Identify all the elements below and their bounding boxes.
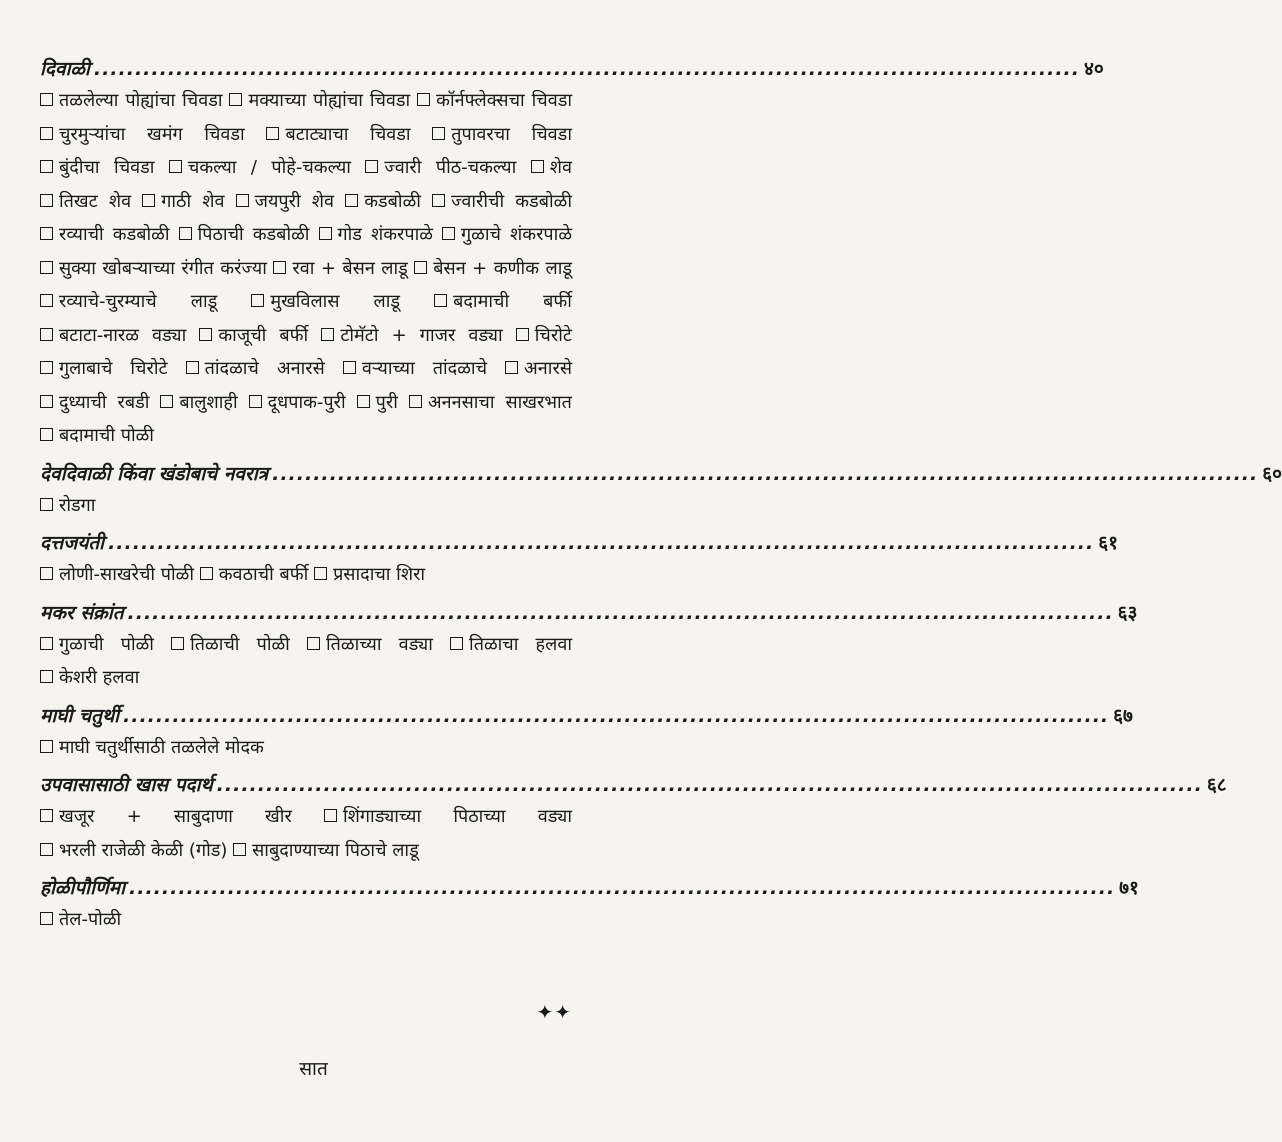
checkbox-square-icon: [417, 93, 430, 106]
section-heading: [40, 701, 1133, 731]
recipe-label: तिखट शेव: [59, 190, 132, 212]
checkbox-square-icon: [314, 567, 327, 580]
checkbox-square-icon: [321, 328, 334, 341]
checkbox-square-icon: [307, 637, 320, 650]
checkbox-square-icon: [531, 160, 544, 173]
dot-leader: ........................................................................................................................: [123, 704, 1110, 727]
dot-leader: ........................................................................................................................: [93, 58, 1080, 80]
checkbox-square-icon: [40, 809, 53, 822]
recipe-label: अननसाचा साखरभात: [427, 391, 572, 413]
recipe-list: [40, 84, 572, 453]
checkbox-square-icon: [40, 843, 53, 856]
recipe-label: शेव: [549, 157, 572, 178]
recipe-item: [273, 258, 407, 279]
recipe-item: [505, 358, 572, 379]
recipe-label: चकल्या / पोहे-चकल्या: [187, 157, 351, 178]
section-page-number: ७१: [1119, 877, 1139, 899]
recipe-list: [40, 558, 572, 592]
recipe-item: [40, 392, 149, 413]
recipe-item: [40, 258, 267, 279]
recipe-list: [40, 903, 572, 937]
recipe-item: [343, 358, 487, 379]
checkbox-square-icon: [40, 361, 53, 374]
checkbox-square-icon: [249, 395, 262, 408]
recipe-item: [450, 634, 572, 655]
recipe-label: तिळाचा हलवा: [469, 633, 572, 655]
recipe-label: कडबोळी: [364, 190, 421, 212]
checkbox-square-icon: [40, 160, 53, 173]
checkbox-square-icon: [40, 912, 53, 925]
recipe-item: [516, 325, 572, 346]
checkbox-square-icon: [40, 194, 53, 207]
dot-leader: ........................................................................................................................: [216, 774, 1203, 796]
recipe-label: बुंदीचा चिवडा: [59, 157, 155, 178]
ornament-icon: ✦✦: [536, 1000, 572, 1024]
recipe-item: [40, 909, 121, 930]
recipe-label: कवठाची बर्फी: [218, 564, 309, 585]
checkbox-square-icon: [200, 567, 213, 580]
recipe-item: [314, 564, 425, 585]
recipe-label: गोड शंकरपाळे: [337, 224, 433, 245]
checkbox-square-icon: [40, 127, 53, 140]
checkbox-square-icon: [171, 637, 184, 650]
section-heading: [40, 873, 1139, 903]
checkbox-square-icon: [273, 261, 286, 274]
checkbox-square-icon: [40, 637, 53, 650]
recipe-item: [251, 291, 400, 312]
recipe-item: [40, 124, 245, 145]
recipe-label: तिळाच्या वड्या: [326, 633, 433, 655]
checkbox-square-icon: [40, 227, 53, 240]
recipe-label: पिठाची कडबोळी: [197, 224, 310, 245]
recipe-item: [199, 325, 308, 346]
checkbox-square-icon: [432, 194, 445, 207]
recipe-item: [40, 191, 131, 212]
checkbox-square-icon: [179, 227, 192, 240]
checkbox-square-icon: [343, 361, 356, 374]
section-page-number: ४०: [1084, 58, 1104, 80]
checkbox-square-icon: [432, 127, 445, 140]
section-title: देवदिवाळी किंवा खंडोबाचे नवरात्र: [40, 462, 269, 485]
checkbox-square-icon: [324, 809, 337, 822]
recipe-item: [432, 124, 572, 145]
recipe-label: पुरी: [375, 391, 398, 413]
recipe-label: भरली राजेळी केळी (गोड): [59, 839, 228, 861]
checkbox-square-icon: [357, 395, 370, 408]
recipe-item: [40, 358, 168, 379]
recipe-item: [307, 634, 433, 655]
recipe-label: रवा + बेसन लाडू: [292, 257, 408, 279]
recipe-item: [40, 291, 217, 312]
recipe-item: [40, 495, 95, 516]
checkbox-square-icon: [450, 637, 463, 650]
recipe-item: [40, 634, 154, 655]
recipe-item: [40, 157, 154, 178]
checkbox-square-icon: [40, 294, 53, 307]
recipe-label: बटाट्याचा चिवडा: [285, 123, 411, 145]
checkbox-square-icon: [266, 127, 279, 140]
section-heading: [40, 770, 1227, 800]
recipe-label: रव्याची कडबोळी: [59, 224, 170, 245]
section-heading: [40, 54, 1104, 84]
recipe-item: [40, 667, 139, 688]
dot-leader: ........................................................................................................................: [127, 601, 1114, 624]
section-title: होळीपौर्णिमा: [40, 877, 126, 899]
checkbox-square-icon: [40, 261, 53, 274]
recipe-label: दुध्याची रबडी: [59, 391, 150, 413]
recipe-label: गाठी शेव: [161, 190, 225, 212]
section-title: दिवाळी: [40, 58, 90, 80]
recipe-label: गुळाची पोळी: [59, 633, 154, 655]
recipe-item: [40, 224, 170, 245]
recipe-label: गुलाबाचे चिरोटे: [59, 358, 168, 379]
recipe-item: [160, 392, 237, 413]
section-title: दत्तजयंती: [40, 532, 105, 554]
section-page-number: ६०: [1262, 462, 1282, 485]
checkbox-square-icon: [142, 194, 155, 207]
recipe-item: [142, 191, 224, 212]
recipe-item: [319, 224, 433, 245]
checkbox-square-icon: [40, 498, 53, 511]
checkbox-square-icon: [186, 361, 199, 374]
recipe-label: तेल-पोळी: [59, 909, 122, 930]
recipe-label: टोमॅटो + गाजर वड्या: [340, 324, 503, 346]
recipe-label: बटाटा-नारळ वड्या: [59, 324, 187, 346]
recipe-item: [40, 737, 264, 758]
section-title: मकर संक्रांत: [40, 601, 124, 624]
recipe-item: [179, 224, 310, 245]
checkbox-square-icon: [236, 194, 249, 207]
checkbox-square-icon: [160, 395, 173, 408]
section-heading: [40, 459, 1282, 489]
recipe-item: [345, 191, 421, 212]
recipe-label: तिळाची पोळी: [190, 633, 290, 655]
checkbox-square-icon: [40, 740, 53, 753]
recipe-label: प्रसादाचा शिरा: [333, 564, 426, 585]
recipe-item: [40, 90, 223, 111]
checkbox-square-icon: [199, 328, 212, 341]
recipe-label: चुरमुऱ्यांचा खमंग चिवडा: [59, 123, 245, 145]
recipe-label: रोडगा: [59, 494, 96, 516]
recipe-label: साबुदाण्याच्या पिठाचे लाडू: [252, 839, 419, 861]
recipe-item: [417, 90, 572, 111]
recipe-item: [40, 425, 154, 446]
recipe-item: [40, 840, 227, 861]
section-heading: [40, 528, 1118, 558]
recipe-label: केशरी हलवा: [59, 667, 140, 688]
recipe-label: बेसन + कणीक लाडू: [433, 257, 572, 279]
recipe-item: [432, 191, 572, 212]
recipe-item: [169, 157, 351, 178]
recipe-label: तळलेल्या पोह्यांचा चिवडा: [59, 90, 223, 111]
recipe-list: [40, 800, 572, 867]
recipe-label: मुखविलास लाडू: [270, 291, 401, 312]
recipe-label: बालुशाही: [179, 391, 238, 413]
checkbox-square-icon: [516, 328, 529, 341]
dot-leader: ........................................................................................................................: [272, 462, 1259, 485]
recipe-label: कॉर्नफ्लेक्सचा चिवडा: [436, 90, 572, 111]
recipe-label: सुक्या खोबऱ्याच्या रंगीत करंज्या: [59, 257, 267, 279]
checkbox-square-icon: [251, 294, 264, 307]
section-page-number: ६१: [1098, 532, 1118, 554]
dot-leader: ........................................................................................................................: [108, 532, 1095, 554]
section-page-number: ६७: [1113, 704, 1133, 727]
recipe-item: [40, 806, 292, 827]
checkbox-square-icon: [409, 395, 422, 408]
checkbox-square-icon: [40, 428, 53, 441]
checkbox-square-icon: [169, 160, 182, 173]
recipe-label: बदामाची बर्फी: [453, 291, 572, 312]
recipe-item: [409, 392, 572, 413]
dot-leader: ........................................................................................................................: [129, 877, 1116, 899]
checkbox-square-icon: [40, 670, 53, 683]
checkbox-square-icon: [319, 227, 332, 240]
recipe-item: [414, 258, 572, 279]
checkbox-square-icon: [434, 294, 447, 307]
checkbox-square-icon: [233, 843, 246, 856]
checkbox-square-icon: [40, 395, 53, 408]
recipe-item: [236, 191, 334, 212]
recipe-label: जयपुरी शेव: [254, 190, 335, 212]
recipe-label: तांदळाचे अनारसे: [204, 358, 325, 379]
recipe-item: [229, 90, 410, 111]
recipe-label: ज्वारी पीठ-चकल्या: [384, 157, 517, 178]
section-page-number: ६८: [1206, 774, 1227, 796]
checkbox-square-icon: [365, 160, 378, 173]
recipe-item: [249, 392, 346, 413]
recipe-item: [531, 157, 572, 178]
recipe-list: [40, 731, 572, 765]
recipe-label: तुपावरचा चिवडा: [451, 123, 572, 145]
recipe-item: [266, 124, 410, 145]
recipe-label: गुळाचे शंकरपाळे: [461, 224, 572, 245]
checkbox-square-icon: [229, 93, 242, 106]
recipe-label: बदामाची पोळी: [59, 425, 154, 446]
recipe-item: [324, 806, 572, 827]
recipe-item: [365, 157, 516, 178]
table-of-contents: [40, 48, 1282, 941]
recipe-list: [40, 489, 572, 523]
recipe-label: माघी चतुर्थीसाठी तळलेले मोदक: [59, 736, 264, 758]
recipe-label: वऱ्याच्या तांदळाचे: [361, 358, 488, 379]
checkbox-square-icon: [414, 261, 427, 274]
recipe-label: चिरोटे: [534, 324, 572, 346]
recipe-list: [40, 628, 572, 695]
checkbox-square-icon: [442, 227, 455, 240]
recipe-item: [442, 224, 572, 245]
recipe-item: [40, 564, 194, 585]
recipe-item: [321, 325, 502, 346]
recipe-label: ज्वारीची कडबोळी: [451, 190, 572, 212]
recipe-item: [171, 634, 290, 655]
checkbox-square-icon: [40, 328, 53, 341]
recipe-label: खजूर + साबुदाणा खीर: [59, 806, 292, 827]
recipe-label: रव्याचे-चुरम्याचे लाडू: [59, 291, 218, 312]
checkbox-square-icon: [345, 194, 358, 207]
recipe-item: [40, 325, 186, 346]
recipe-label: काजूची बर्फी: [218, 324, 309, 346]
checkbox-square-icon: [505, 361, 518, 374]
recipe-item: [357, 392, 398, 413]
checkbox-square-icon: [40, 567, 53, 580]
recipe-item: [434, 291, 572, 312]
recipe-label: दूधपाक-पुरी: [267, 391, 346, 413]
checkbox-square-icon: [40, 93, 53, 106]
recipe-item: [200, 564, 309, 585]
recipe-label: लोणी-साखरेची पोळी: [59, 564, 194, 585]
page-footer-number: सात: [299, 1058, 328, 1080]
recipe-item: [233, 840, 419, 861]
section-page-number: ६३: [1117, 601, 1138, 624]
recipe-label: शिंगाड्याच्या पिठाच्या वड्या: [343, 806, 572, 827]
recipe-label: मक्याच्या पोह्यांचा चिवडा: [248, 90, 411, 111]
section-title: माघी चतुर्थी: [40, 704, 120, 727]
recipe-label: अनारसे: [524, 358, 572, 379]
section-heading: [40, 598, 1138, 628]
recipe-item: [186, 358, 325, 379]
section-title: उपवासासाठी खास पदार्थ: [40, 774, 213, 796]
